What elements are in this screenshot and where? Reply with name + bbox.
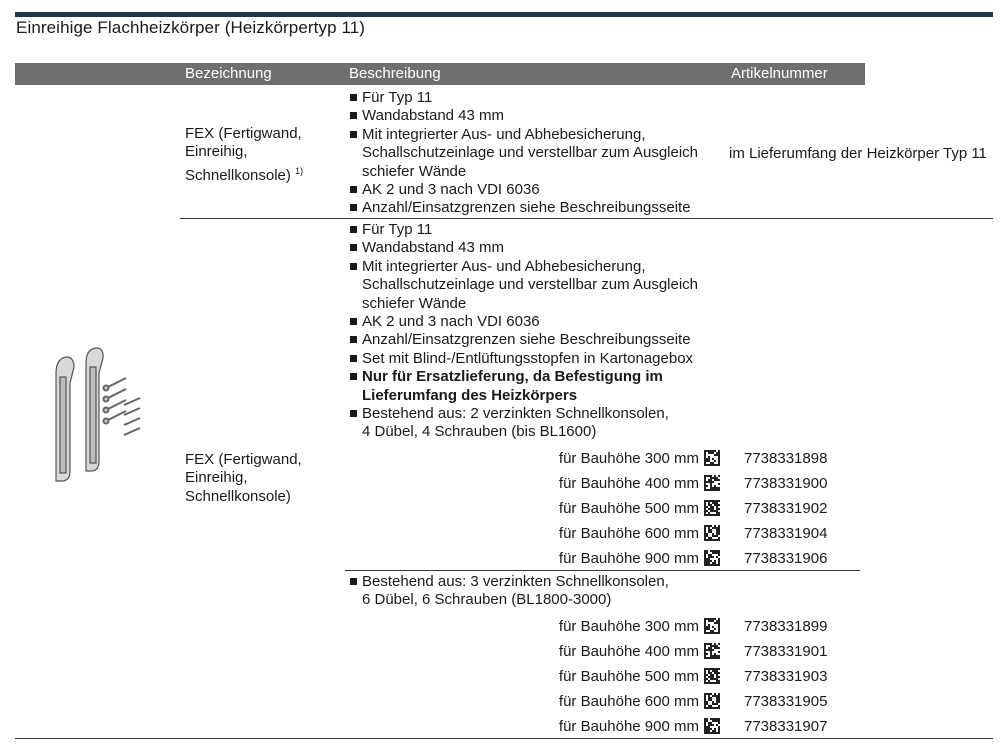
- row2-description: [348, 221, 698, 442]
- datamatrix-code-icon: [704, 718, 720, 734]
- article-row: [0, 446, 860, 471]
- height-label: für Bauhöhe 900 mm: [558, 550, 699, 567]
- header-artikelnummer: Artikelnummer: [731, 65, 828, 82]
- row2-name: FEX (Fertigwand, Einreihig, Schnellkonsole): [185, 451, 302, 505]
- height-label: für Bauhöhe 500 mm: [558, 668, 699, 685]
- article-row: [0, 614, 860, 639]
- height-label: für Bauhöhe 400 mm: [558, 475, 699, 492]
- datamatrix-code-icon: [704, 693, 720, 709]
- list-item: Mit integrierter Aus- und Abhebesicherung, Schallschutzeinlage und verstellbar zum Ausgleich schiefer Wände: [348, 126, 698, 181]
- table-header: [15, 63, 865, 85]
- list-item: Bestehend aus: 2 verzinkten Schnellkonsolen, 4 Dübel, 4 Schrauben (bis BL1600): [348, 405, 698, 442]
- row-divider: [180, 218, 993, 219]
- list-item: Bestehend aus: 3 verzinkten Schnellkonsolen, 6 Dübel, 6 Schrauben (BL1800-3000): [348, 573, 669, 610]
- height-label: für Bauhöhe 500 mm: [558, 500, 699, 517]
- header-bezeichnung: Bezeichnung: [185, 65, 272, 82]
- article-number: 7738331899: [744, 618, 828, 635]
- article-number: 7738331906: [744, 550, 828, 567]
- list-item: Wandabstand 43 mm: [348, 107, 698, 125]
- footnote-marker: 1): [295, 165, 304, 176]
- article-number: 7738331902: [744, 500, 828, 517]
- page-title: Einreihige Flachheizkörper (Heizkörpertyp 11): [16, 18, 366, 37]
- article-number: 7738331904: [744, 525, 828, 542]
- article-number: 7738331907: [744, 718, 828, 735]
- article-number: 7738331898: [744, 450, 828, 467]
- datamatrix-code-icon: [704, 500, 720, 516]
- list-item: AK 2 und 3 nach VDI 6036: [348, 313, 698, 331]
- height-label: für Bauhöhe 300 mm: [558, 450, 699, 467]
- row1-name: FEX (Fertigwand, Einreihig, Schnellkonsole) $^{1)}$: [185, 125, 304, 184]
- datamatrix-code-icon: [704, 668, 720, 684]
- datamatrix-code-icon: [704, 643, 720, 659]
- height-label: für Bauhöhe 400 mm: [558, 643, 699, 660]
- article-number: 7738331903: [744, 668, 828, 685]
- datamatrix-code-icon: [704, 550, 720, 566]
- height-label: für Bauhöhe 600 mm: [558, 525, 699, 542]
- list-item: Set mit Blind-/Entlüftungsstopfen in Kartonagebox: [348, 350, 698, 368]
- height-label: für Bauhöhe 900 mm: [558, 718, 699, 735]
- article-row: [0, 689, 860, 714]
- article-number: 7738331900: [744, 475, 828, 492]
- height-label: für Bauhöhe 300 mm: [558, 618, 699, 635]
- table-bottom-rule: [15, 738, 993, 739]
- row1-article-note: im Lieferumfang der Heizkörper Typ 11: [729, 145, 987, 162]
- list-item: Mit integrierter Aus- und Abhebesicherung, Schallschutzeinlage und verstellbar zum Ausgleich schiefer Wände: [348, 258, 698, 313]
- top-rule: [15, 12, 993, 17]
- group-divider: [345, 570, 860, 571]
- article-row: [0, 546, 860, 571]
- article-row: [0, 496, 860, 521]
- list-item: AK 2 und 3 nach VDI 6036: [348, 181, 698, 199]
- height-label: für Bauhöhe 600 mm: [558, 693, 699, 710]
- list-item: Für Typ 11: [348, 221, 698, 239]
- group2-description: [348, 573, 669, 610]
- article-row: [0, 664, 860, 689]
- datamatrix-code-icon: [704, 618, 720, 634]
- datamatrix-code-icon: [704, 475, 720, 491]
- datamatrix-code-icon: [704, 525, 720, 541]
- header-beschreibung: Beschreibung: [349, 65, 441, 82]
- list-item: Anzahl/Einsatzgrenzen siehe Beschreibungsseite: [348, 199, 698, 217]
- article-number: 7738331905: [744, 693, 828, 710]
- article-row: [0, 521, 860, 546]
- row1-description: [348, 89, 698, 218]
- article-row: [0, 714, 860, 739]
- list-item: Wandabstand 43 mm: [348, 239, 698, 257]
- list-item-bold: Nur für Ersatzlieferung, da Befestigung im Lieferumfang des Heizkörpers: [348, 368, 698, 405]
- datamatrix-code-icon: [704, 450, 720, 466]
- list-item: Anzahl/Einsatzgrenzen siehe Beschreibungsseite: [348, 331, 698, 349]
- article-row: [0, 639, 860, 664]
- article-number: 7738331901: [744, 643, 828, 660]
- list-item: Für Typ 11: [348, 89, 698, 107]
- article-row: [0, 471, 860, 496]
